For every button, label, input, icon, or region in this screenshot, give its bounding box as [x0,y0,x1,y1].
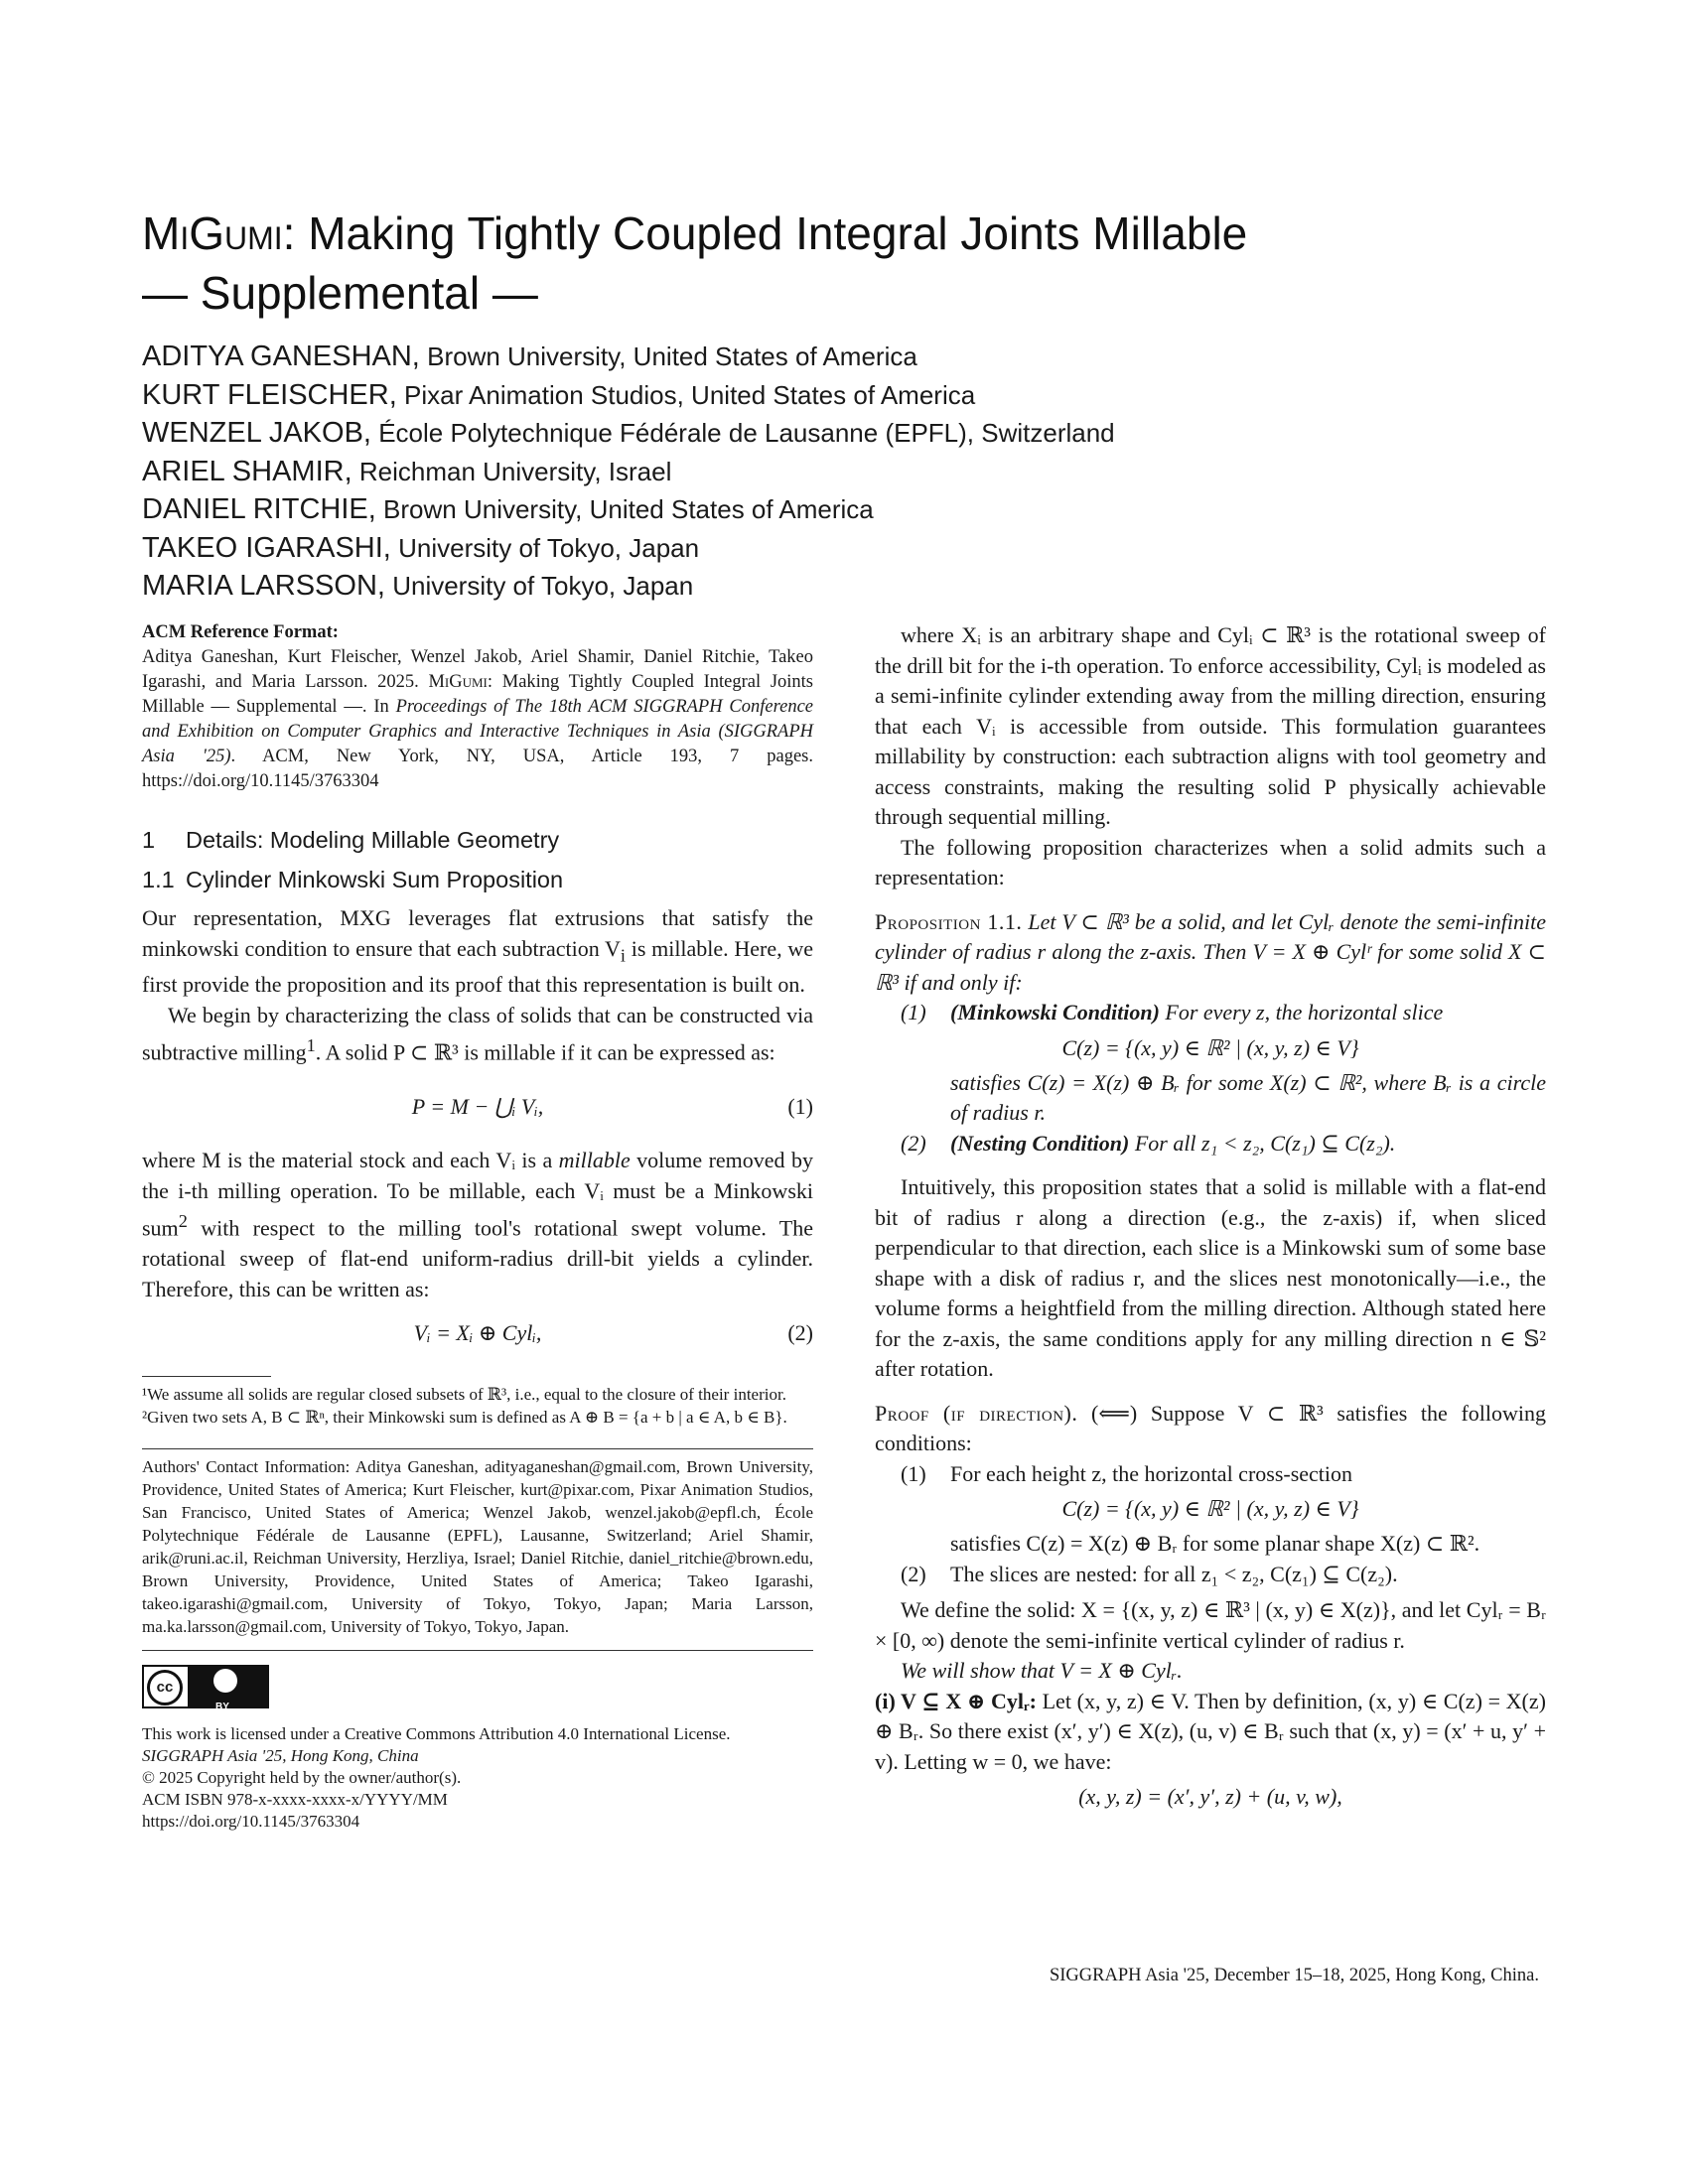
acm-ref-title-sc: MiGumi [428,672,488,692]
cc-icon: cc [147,1670,183,1706]
paper-title [142,204,1532,323]
by-icon [188,1667,267,1713]
author-affiliation: Brown University, United States of America [383,494,874,524]
equation-body: P = M − ⋃ᵢ Vᵢ, [411,1094,544,1120]
footnote-ref: 2 [178,1211,188,1232]
paragraph-text: We begin by characterizing the class of solids that can be constructed via subtractive milling [142,1002,813,1065]
condition-1-tail: satisfies C(z) = X(z) ⊕ Bᵣ for some X(z) ⊂ ℝ², where Bᵣ is a circle of radius r. [950,1069,1546,1125]
acm-ref-body [142,645,813,794]
paragraph [142,1001,813,1068]
license-rule [142,1650,813,1651]
condition-1-equation: C(z) = {(x, y) ∈ ℝ² | (x, y, z) ∈ V} [1061,1034,1359,1060]
proof [875,1399,1546,1459]
author-entry [142,567,1532,606]
list-body: For each height z, the horizontal cross-section [950,1460,1353,1486]
by-label: BY [215,1702,229,1713]
author-affiliation: Pixar Animation Studios, United States of America [404,379,976,410]
paragraph: We will show that V = X ⊕ Cylᵣ. [901,1658,1183,1683]
equation-2 [142,1304,813,1362]
paragraph-text: with respect to the milling tool's rotational swept volume. The rotational sweep of flat-end uniform-radius drill-bit yields a cylinder. Therefore, this can be written as: [142,1215,813,1301]
proposition-heading: Proposition 1.1. [875,908,1023,934]
proposition-body: Let V ⊂ ℝ³ be a solid, and let Cylᵣ denote the semi-infinite cylinder of radius r along the z-axis. Then V = X ⊕ Cylʳ for some solid X ⊂ ℝ³ if and only if: [875,908,1546,995]
doi-link[interactable]: https://doi.org/10.1145/3763304 [142,1811,360,1831]
proof-heading: Proof (if direction). [875,1400,1078,1426]
proof-item-1-equation: C(z) = {(x, y) ∈ ℝ² | (x, y, z) ∈ V} [1061,1496,1359,1521]
acm-ref-venue: Proceedings of The 18th ACM SIGGRAPH Conference and Exhibition on Computer Graphics and Interactive Techniques in Asia (SIGGRAPH Asia '25) [142,697,814,766]
author-entry [142,453,1532,491]
left-column [142,620,813,1833]
author-entry [142,376,1532,415]
contact-information: Authors' Contact Information: Aditya Ganeshan, adityaganeshan@gmail.com, Brown University, Providence, United States of America; Kurt Fleischer, kurt@pixar.com, Pixar Animation Studios, San Francisco, United States of America; Wenzel Jakob, wenzel.jakob@epfl.ch, École Polytechnique Fédérale de Lausanne (EPFL), Lausanne, Switzerland; Ariel Shamir, arik@runi.ac.il, Reichman University, Herzliya, Israel; Daniel Ritchie, daniel_ritchie@brown.edu, Brown University, Providence, United States of America; Takeo Igarashi, takeo.igarashi@gmail.com, University of Tokyo, Tokyo, Japan; Maria Larsson, ma.ka.larsson@gmail.com, University of Tokyo, Tokyo, Japan. [142,1457,813,1637]
section-number: 1.1 [142,867,175,892]
title-line-2: — Supplemental — [142,267,538,319]
acm-ref-heading: ACM Reference Format: [142,622,339,642]
proof-item-1 [875,1459,1546,1490]
paragraph-text: Our representation, MXG leverages flat extrusions that satisfy the minkowski condition to ensure that each subtraction V [142,905,813,961]
isbn-line: ACM ISBN 978-x-xxxx-xxxx-x/YYYY/MM [142,1789,448,1809]
paragraph-text: is millable. Here, we first provide the proposition and its proof that this representation is built on. [142,935,813,998]
condition-2 [875,1129,1546,1160]
page-footer: SIGGRAPH Asia '25, December 15–18, 2025, Hong Kong, China. [1049,1966,1539,1985]
author-name: DANIEL RITCHIE, [142,493,376,525]
section-1-1-heading [142,860,813,899]
section-title: Details: Modeling Millable Geometry [186,827,560,853]
list-number: (2) [901,1561,926,1586]
condition-label: (Minkowski Condition) [950,1000,1160,1024]
step-label: (i) V ⊆ X ⊕ Cylᵣ: [875,1688,1037,1713]
equation-number: (2) [787,1320,813,1346]
paragraph-text: Let (x, y, z) ∈ V. Then by definition, (x, y) ∈ C(z) = X(z) ⊕ Bᵣ. So there exist (x′, y′) ∈ X(z), (u, v) ∈ Bᵣ such that (x, y) = (x′ + u, y′ + v). Letting w = 0, we have: [875,1688,1546,1774]
list-body: The slices are nested: for all z₁ < z₂, C(z₁) ⊆ C(z₂). [950,1561,1398,1586]
author-affiliation: University of Tokyo, Japan [398,532,700,563]
title-line-1 [142,204,1532,263]
acm-ref-tail: . ACM, New York, NY, USA, Article 193, 7 pages. https://doi.org/10.1145/3763304 [142,747,813,791]
right-column [875,620,1546,1817]
author-name: TAKEO IGARASHI, [142,531,391,564]
footnote-ref: 1 [306,1035,316,1056]
paragraph: where Xᵢ is an arbitrary shape and Cylᵢ ⊂ ℝ³ is the rotational sweep of the drill bit for the i-th operation. To enforce accessibility, Cylᵢ is modeled as a semi-infinite cylinder extending away from the milling direction, ensuring that each Vᵢ is accessible from outside. This formulation guarantees millability by construction: each subtraction aligns with tool geometry and access constraints, making the resulting solid P physically achievable through sequential milling. [875,622,1546,829]
author-affiliation: Brown University, United States of America [427,341,917,371]
paragraph [875,1687,1546,1778]
contact-rule [142,1448,813,1449]
equation-1 [142,1068,813,1146]
acm-ref-authors: Aditya Ganeshan, Kurt Fleischer, Wenzel Jakob, Ariel Shamir, Daniel Ritchie, Takeo Igarashi, and Maria Larsson. 2025. [142,647,813,692]
footnote-rule [142,1376,271,1377]
paragraph: The following proposition characterizes when a solid admits such a representation: [875,834,1546,889]
person-icon [213,1669,237,1693]
proof-body: (⟸) Suppose V ⊂ ℝ³ satisfies the following conditions: [875,1400,1546,1455]
section-1-heading [142,820,813,860]
author-name: WENZEL JAKOB, [142,417,371,449]
paragraph [142,903,813,1001]
list-number: (1) [901,1460,926,1486]
paragraph-text: where M is the material stock and each Vᵢ is a [142,1148,559,1173]
author-entry [142,414,1532,453]
equation-number: (1) [787,1094,813,1120]
condition-text: For every z, the horizontal slice [1159,1000,1444,1024]
section-title: Cylinder Minkowski Sum Proposition [186,867,564,892]
list-body [950,1129,1546,1160]
section-number: 1 [142,827,156,853]
author-name: KURT FLEISCHER, [142,378,397,411]
venue-line: SIGGRAPH Asia '25, Hong Kong, China [142,1745,419,1765]
paragraph: We define the solid: X = {(x, y, z) ∈ ℝ³ | (x, y) ∈ X(z)}, and let Cylᵣ = Bᵣ × [0, ∞) denote the semi-infinite vertical cylinder of radius r. [875,1597,1546,1653]
list-number: (2) [901,1130,926,1156]
equation-body: Vᵢ = Xᵢ ⊕ Cylᵢ, [413,1320,542,1346]
equation-3: (x, y, z) = (x′, y′, z) + (u, v, w), [1078,1784,1342,1809]
title-line-1-rest: : Making Tightly Coupled Integral Joints Millable [282,207,1248,259]
footnote-2: ²Given two sets A, B ⊂ ℝⁿ, their Minkowski sum is defined as A ⊕ B = {a + b | a ∈ A, b ∈ B}. [142,1408,787,1428]
author-name: ADITYA GANESHAN, [142,341,420,372]
author-name: ARIEL SHAMIR, [142,455,352,487]
author-affiliation: École Polytechnique Fédérale de Lausanne (EPFL), Switzerland [378,418,1115,448]
proof-item-1-tail: satisfies C(z) = X(z) ⊕ Bᵣ for some planar shape X(z) ⊂ ℝ². [950,1531,1480,1556]
list-body [950,998,1546,1028]
acm-ref-title-rest: : Making Tightly Coupled Integral Joints Millable — Supplemental —. In [142,672,813,717]
author-affiliation: University of Tokyo, Japan [392,571,694,601]
author-entry [142,490,1532,529]
author-entry [142,338,1532,376]
italic-text: millable [558,1148,631,1173]
list-number: (1) [901,1000,926,1024]
license-line: This work is licensed under a Creative Commons Attribution 4.0 International License. [142,1723,731,1743]
author-affiliation: Reichman University, Israel [358,456,672,486]
creative-commons-badge [142,1665,269,1713]
paragraph-text: volume removed by the i-th milling operation. To be millable, each Vᵢ must be a Minkowski sum [142,1148,813,1241]
condition-label: (Nesting Condition) [950,1130,1130,1156]
author-list [142,338,1532,606]
copyright-line: © 2025 Copyright held by the owner/author(s). [142,1767,462,1787]
proposition [875,907,1546,999]
author-entry [142,529,1532,568]
title-migumi: MiGumi [142,207,283,259]
paragraph: Intuitively, this proposition states that a solid is millable with a flat-end bit of radius r along a direction (e.g., the z-axis) if, when sliced perpendicular to that direction, each slice is a Minkowski sum of some base shape with a disk of radius r, and the slices nest monotonically—i.e., the volume forms a heightfield from the milling direction. Although stated here for the z-axis, the same conditions apply for any milling direction n ∈ 𝕊² after rotation. [875,1174,1546,1381]
condition-text: For all z₁ < z₂, C(z₁) ⊆ C(z₂). [1129,1130,1396,1156]
author-name: MARIA LARSSON, [142,570,385,602]
paragraph-text: . A solid P ⊂ ℝ³ is millable if it can be expressed as: [315,1039,775,1065]
proof-item-2 [875,1560,1546,1590]
condition-1 [875,998,1546,1028]
footnote-1: ¹We assume all solids are regular closed subsets of ℝ³, i.e., equal to the closure of their interior. [142,1385,786,1405]
paragraph [142,1146,813,1304]
subscript: i [620,944,626,965]
